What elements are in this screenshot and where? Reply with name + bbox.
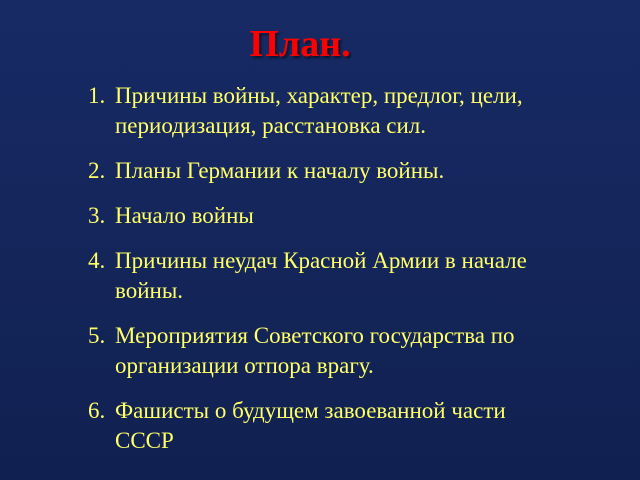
plan-item-2 — [88, 156, 588, 186]
plan-item-text: Планы Германии к началу войны. — [115, 158, 445, 183]
plan-item-number: 3. — [88, 203, 106, 228]
plan-item-text: Причины неудач Красной Армии в начале войны. — [115, 248, 527, 303]
plan-item-text: Начало войны — [115, 203, 254, 228]
plan-item-6 — [88, 396, 588, 456]
plan-list — [88, 81, 588, 471]
plan-item-5 — [88, 321, 588, 381]
plan-item-text: Фашисты о будущем завоеванной части СССР — [115, 398, 506, 453]
plan-item-number: 1. — [88, 83, 106, 108]
plan-item-number: 2. — [88, 158, 106, 183]
slide-title: План. — [249, 23, 351, 65]
plan-item-number: 4. — [88, 248, 106, 273]
plan-item-3 — [88, 201, 588, 231]
plan-item-1 — [88, 81, 588, 141]
plan-item-number: 6. — [88, 398, 106, 423]
plan-item-number: 5. — [88, 323, 106, 348]
plan-item-text: Мероприятия Советского государства по организации отпора врагу. — [115, 323, 515, 378]
plan-item-text: Причины войны, характер, предлог, цели, периодизация, расстановка сил. — [115, 83, 523, 138]
plan-item-4 — [88, 246, 588, 306]
